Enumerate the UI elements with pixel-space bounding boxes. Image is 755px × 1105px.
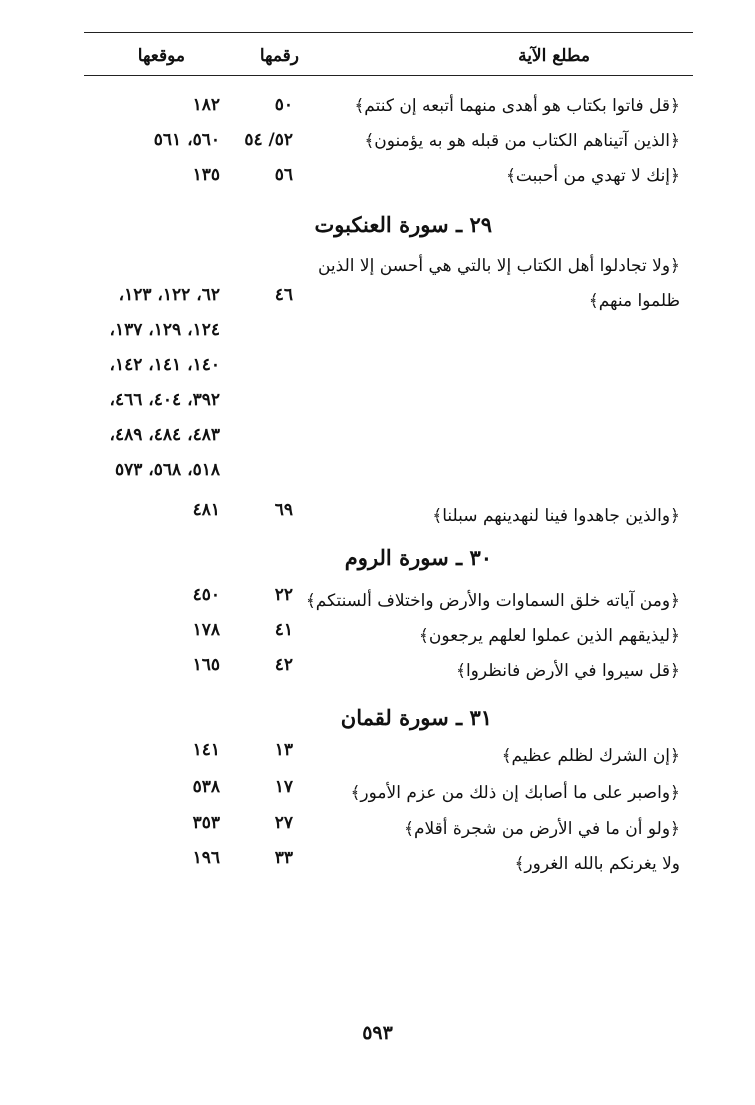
verse-text: ﴿واصبر على ما أصابك إن ذلك من عزم الأمور﴾ — [350, 783, 680, 803]
verse-number: ٥٦ — [274, 165, 293, 185]
verse-location: ١٩٦ — [192, 848, 220, 868]
verse-text: ﴿ولا تجادلوا أهل الكتاب إلا بالتي هي أحسن إلا الذين — [317, 256, 680, 276]
verse-location: ١٤٠، ١٤١، ١٤٢، — [109, 355, 220, 375]
verse-text: ﴿قل فاتوا بكتاب هو أهدى منهما أتبعه إن كنتم﴾ — [354, 96, 680, 116]
header-verse: مطلع الآية — [518, 46, 590, 66]
verse-location: ٣٥٣ — [192, 813, 220, 833]
verse-location: ٥١٨، ٥٦٨، ٥٧٣ — [114, 460, 220, 480]
verse-location: ١٢٤، ١٢٩، ١٣٧، — [109, 320, 220, 340]
verse-text: ﴿إن الشرك لظلم عظيم﴾ — [501, 746, 680, 766]
verse-location: ٣٩٢، ٤٠٤، ٤٦٦، — [109, 390, 220, 410]
verse-text: ﴿ومن آياته خلق السماوات والأرض واختلاف ألسنتكم﴾ — [305, 591, 680, 611]
surah-title-luqman: ٣١ ـ سورة لقمان — [340, 705, 492, 730]
page-number: ٥٩٣ — [362, 1022, 393, 1044]
verse-location: ٥٣٨ — [192, 777, 220, 797]
verse-location: ١٤١ — [192, 740, 220, 760]
verse-location: ١٦٥ — [192, 655, 220, 675]
verse-number: ٤٦ — [274, 285, 293, 305]
header-number: رقمها — [259, 46, 299, 66]
verse-number: ١٧ — [274, 777, 293, 797]
verse-text: ولا يغرنكم بالله الغرور﴾ — [514, 854, 680, 874]
verse-location: ١٧٨ — [192, 620, 220, 640]
verse-text: ﴿إنك لا تهدي من أحببت﴾ — [505, 166, 680, 186]
verse-text: ﴿قل سيروا في الأرض فانظروا﴾ — [456, 661, 680, 681]
verse-text: ﴿ولو أن ما في الأرض من شجرة أقلام﴾ — [404, 819, 680, 839]
verse-number: ٤١ — [274, 620, 293, 640]
verse-text: ﴿ليذيقهم الذين عملوا لعلهم يرجعون﴾ — [418, 626, 680, 646]
verse-number: ٣٣ — [274, 848, 293, 868]
verse-text: ﴿والذين جاهدوا فينا لنهدينهم سبلنا﴾ — [432, 506, 680, 526]
verse-location: ٤٨٣، ٤٨٤، ٤٨٩، — [109, 425, 220, 445]
verse-text: ﴿الذين آتيناهم الكتاب من قبله هو به يؤمنون﴾ — [364, 131, 680, 151]
verse-number: ٦٩ — [274, 500, 293, 520]
verse-number: ١٣ — [274, 740, 293, 760]
verse-number: ٥٠ — [274, 95, 293, 115]
header-location: موقعها — [137, 46, 185, 66]
verse-location: ١٨٢ — [192, 95, 220, 115]
top-rule — [84, 32, 693, 33]
verse-number: ٤٢ — [274, 655, 293, 675]
verse-number: ٢٢ — [274, 585, 293, 605]
verse-location: ٤٥٠ — [192, 585, 220, 605]
verse-location: ٦٢، ١٢٢، ١٢٣، — [118, 285, 220, 305]
verse-text-continuation: ظلموا منهم﴾ — [588, 291, 680, 311]
surah-title-ankabut: ٢٩ ـ سورة العنكبوت — [314, 212, 492, 237]
header-rule — [84, 75, 693, 76]
verse-location: ١٣٥ — [192, 165, 220, 185]
verse-number: ٥٢/ ٥٤ — [244, 130, 293, 150]
verse-location: ٥٦٠، ٥٦١ — [153, 130, 220, 150]
verse-location: ٤٨١ — [192, 500, 220, 520]
surah-title-rum: ٣٠ ـ سورة الروم — [344, 545, 492, 570]
verse-number: ٢٧ — [274, 813, 293, 833]
